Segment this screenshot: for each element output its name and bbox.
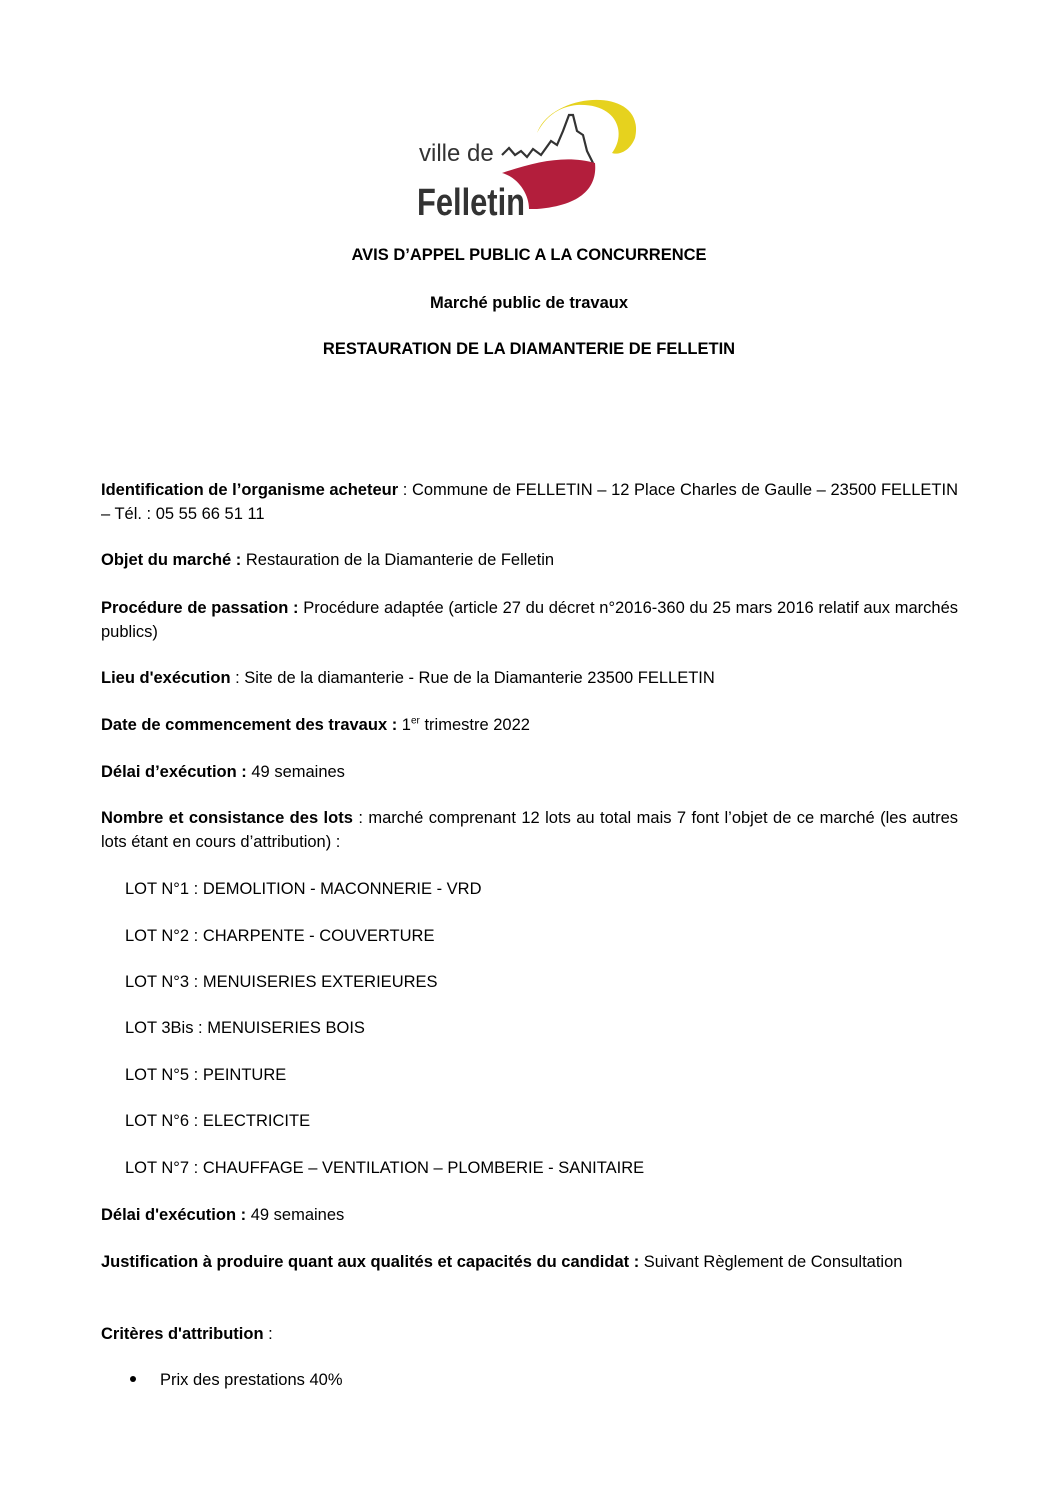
objet-paragraph — [101, 548, 958, 572]
lot-item: LOT N°1 : DEMOLITION - MACONNERIE - VRD — [125, 880, 482, 898]
lieu-paragraph — [101, 666, 958, 690]
procedure-text: Procédure adaptée (article 27 du décret n°2016-360 du 25 mars 2016 relatif aux marchés publics) — [101, 599, 958, 641]
date-post: trimestre 2022 — [419, 716, 530, 734]
delai2-label: Délai d'exécution : — [101, 1206, 247, 1224]
justification-label: Justification à produire quant aux qualités et capacités du candidat : — [101, 1253, 640, 1271]
identification-paragraph — [101, 478, 958, 526]
lot-item: LOT N°6 : ELECTRICITE — [125, 1112, 311, 1130]
lots-intro-paragraph — [101, 806, 958, 854]
delai-paragraph — [101, 760, 958, 784]
lots-intro-label: Nombre et consistance des lots — [101, 809, 353, 827]
felletin-logo — [417, 93, 642, 220]
delai-text: 49 semaines — [246, 763, 345, 781]
lot-item: LOT 3Bis : MENUISERIES BOIS — [125, 1019, 365, 1037]
lot-item: LOT N°5 : PEINTURE — [125, 1066, 287, 1084]
lots-intro-text: : marché comprenant 12 lots au total mais 7 font l’objet de ce marché (les autres lots étant en cours d’attribution) : — [101, 809, 958, 851]
objet-label: Objet du marché : — [101, 551, 242, 569]
bullet-text: Prix des prestations 40% — [160, 1371, 343, 1389]
justification-text: Suivant Règlement de Consultation — [639, 1253, 903, 1271]
page-subtitle: Marché public de travaux — [429, 294, 629, 312]
lot-item: LOT N°3 : MENUISERIES EXTERIEURES — [125, 973, 438, 991]
date-sup: er — [410, 715, 420, 727]
bullet-icon — [130, 1376, 136, 1382]
identification-label: Identification de l’organisme acheteur — [101, 481, 399, 499]
criteres-paragraph — [101, 1322, 958, 1346]
lieu-text: : Site de la diamanterie - Rue de la Diamanterie 23500 FELLETIN — [230, 669, 715, 687]
lieu-label: Lieu d'exécution — [101, 669, 231, 687]
bullet-item — [130, 1368, 343, 1392]
logo-text-ville: ville de — [419, 140, 494, 167]
delai2-text: 49 semaines — [246, 1206, 345, 1224]
project-title: RESTAURATION DE LA DIAMANTERIE DE FELLETIN — [322, 340, 736, 358]
procedure-paragraph — [101, 596, 958, 644]
delai-label: Délai d’exécution : — [101, 763, 247, 781]
identification-text: : Commune de FELLETIN – 12 Place Charles de Gaulle – 23500 FELLETIN – Tél. : 05 55 66 51 11 — [101, 481, 958, 523]
date-pre: 1 — [397, 716, 411, 734]
justification-paragraph — [101, 1250, 958, 1274]
procedure-label: Procédure de passation : — [101, 599, 299, 617]
criteres-text: : — [263, 1325, 273, 1343]
date-paragraph — [101, 713, 958, 737]
delai2-paragraph — [101, 1203, 958, 1227]
lot-item: LOT N°2 : CHARPENTE - COUVERTURE — [125, 927, 435, 945]
objet-text: Restauration de la Diamanterie de Felletin — [241, 551, 555, 569]
lot-item: LOT N°7 : CHAUFFAGE – VENTILATION – PLOMBERIE - SANITAIRE — [125, 1159, 645, 1177]
criteres-label: Critères d'attribution — [101, 1325, 264, 1343]
date-label: Date de commencement des travaux : — [101, 716, 398, 734]
page-title: AVIS D’APPEL PUBLIC A LA CONCURRENCE — [351, 246, 707, 264]
svg-text:Felletin: Felletin — [417, 182, 525, 220]
